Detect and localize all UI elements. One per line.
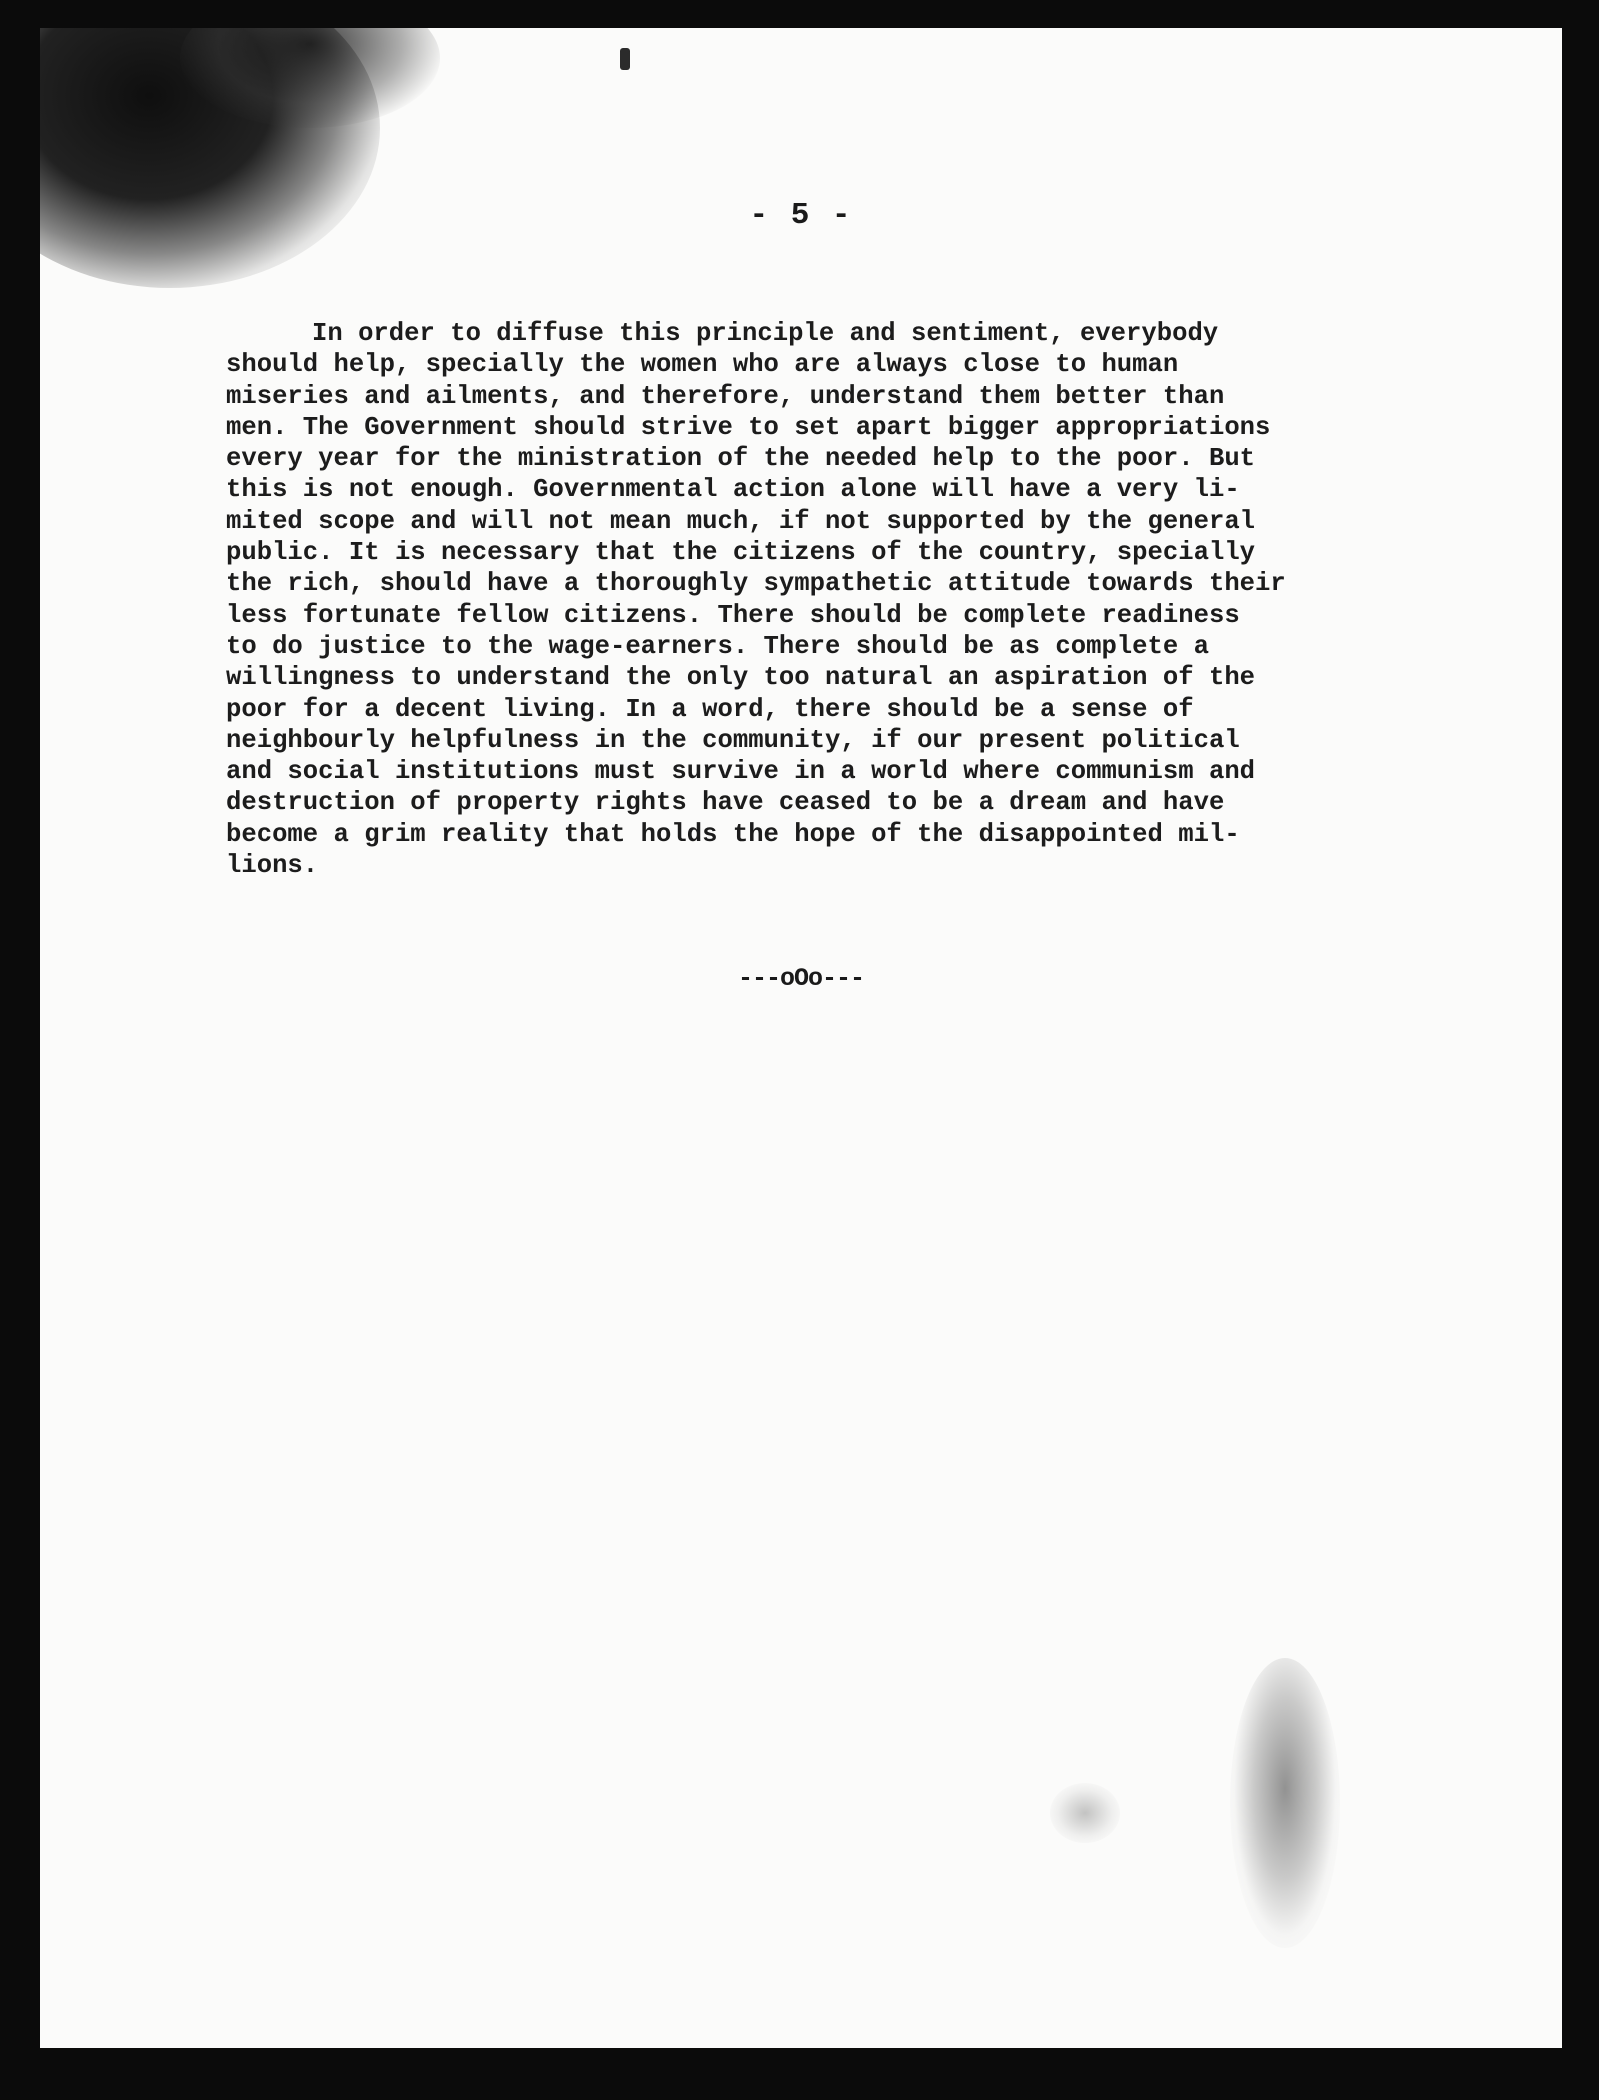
paragraph-line: poor for a decent living. In a word, there should be a sense of (226, 694, 1194, 724)
paragraph-line: lions. (226, 851, 319, 881)
paragraph-line: public. It is necessary that the citizens of the country, specially (226, 538, 1256, 568)
top-stain (180, 28, 440, 128)
paragraph-line: In order to diffuse this principle and sentiment, everybody (312, 319, 1219, 348)
paragraph-line: mited scope and will not mean much, if not supported by the general (226, 506, 1256, 536)
paragraph-line: every year for the ministration of the needed help to the poor. But (226, 444, 1256, 474)
paragraph-line: destruction of property rights have ceased to be a dream and have (226, 788, 1225, 818)
top-speck (620, 48, 630, 70)
paragraph-line: this is not enough. Governmental action alone will have a very li- (226, 475, 1240, 505)
paragraph-line: miseries and ailments, and therefore, understand them better than (226, 381, 1225, 411)
paragraph-line: less fortunate fellow citizens. There should be complete readiness (226, 600, 1240, 630)
paragraph-line: to do justice to the wage-earners. There should be as complete a (226, 631, 1209, 661)
paragraph-line: men. The Government should strive to set apart bigger appropriations (226, 412, 1271, 442)
body-paragraph (226, 318, 1376, 881)
corner-stain (40, 28, 380, 288)
smudge (1050, 1783, 1120, 1843)
paper-sheet (40, 28, 1562, 2048)
ink-blot (1230, 1658, 1340, 1948)
page-number: - 5 - (749, 198, 853, 233)
paragraph-line: willingness to understand the only too natural an aspiration of the (226, 663, 1256, 693)
paragraph-line: should help, specially the women who are always close to human (226, 350, 1179, 380)
end-mark: ---oOo--- (737, 964, 865, 993)
paragraph-line: neighbourly helpfulness in the community, if our present political (226, 725, 1240, 755)
paragraph-line: the rich, should have a thoroughly sympathetic attitude towards their (226, 569, 1286, 599)
paragraph-line: become a grim reality that holds the hope of the disappointed mil- (226, 819, 1240, 849)
paragraph-line: and social institutions must survive in a world where communism and (226, 757, 1256, 787)
